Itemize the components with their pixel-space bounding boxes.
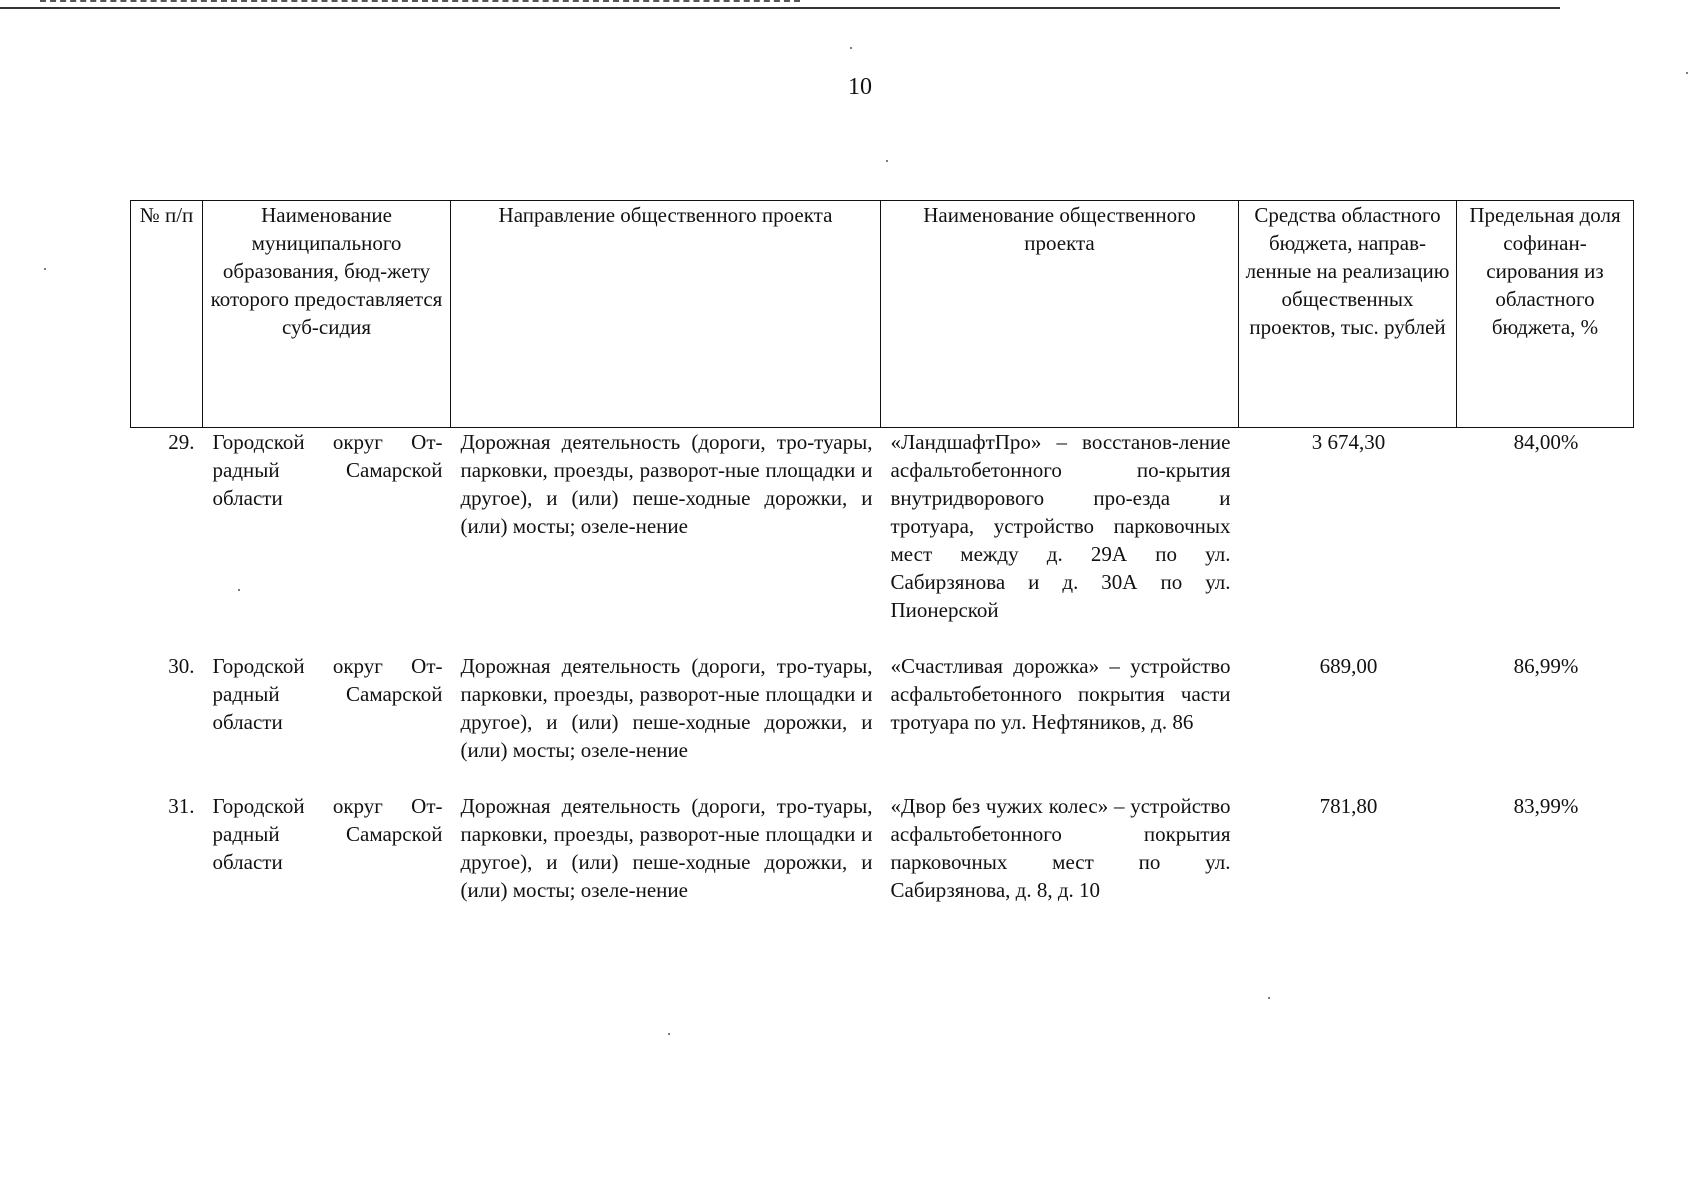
header-share: Предельная доля софинан-сирования из областного бюджета, % bbox=[1457, 201, 1634, 428]
header-funds: Средства областного бюджета, направ-ленные на реализацию общественных проектов, тыс. рублей bbox=[1239, 201, 1457, 428]
row-share: 84,00% bbox=[1513, 430, 1579, 454]
header-number: № п/п bbox=[131, 201, 203, 428]
row-funds: 3 674,30 bbox=[1311, 430, 1386, 454]
header-municipality: Наименование муниципального образования, бюд-жету которого предоставляется суб-сидия bbox=[203, 201, 451, 428]
row-project-name: «Двор без чужих колес» – устройство асфальтобетонного покрытия парковочных мест по ул. Сабирзянова, д. 8, д. 10 bbox=[890, 794, 1231, 902]
row-municipality: Городской округ От-радный Самарской области bbox=[212, 794, 443, 874]
scan-speck bbox=[850, 47, 852, 49]
header-direction: Направление общественного проекта bbox=[451, 201, 881, 428]
row-direction: Дорожная деятельность (дороги, тро-туары, парковки, проезды, разворот-ные площадки и другое), и (или) пеше-ходные дорожки, и (или) мосты; озеле-нение bbox=[460, 654, 873, 762]
scan-speck bbox=[1686, 72, 1688, 74]
row-number: 29. bbox=[168, 430, 195, 454]
top-border-line bbox=[0, 7, 1560, 9]
row-project-name: «Счастливая дорожка» – устройство асфальтобетонного покрытия части тротуара по ул. Нефтяников, д. 86 bbox=[890, 654, 1231, 734]
scan-speck bbox=[886, 160, 888, 162]
row-number: 31. bbox=[168, 794, 195, 818]
header-project-name: Наименование общественного проекта bbox=[881, 201, 1239, 428]
scan-speck bbox=[44, 268, 46, 270]
table-row bbox=[131, 792, 1634, 932]
row-municipality: Городской округ От-радный Самарской области bbox=[212, 430, 443, 510]
scan-speck bbox=[1268, 997, 1270, 999]
row-municipality: Городской округ От-радный Самарской области bbox=[212, 654, 443, 734]
table-row bbox=[131, 428, 1634, 653]
subsidy-table bbox=[130, 200, 1634, 932]
row-number: 30. bbox=[168, 654, 195, 678]
page-number: 10 bbox=[848, 74, 872, 100]
top-dashed-line bbox=[40, 0, 800, 2]
table-header-row bbox=[131, 201, 1634, 428]
row-project-name: «ЛандшафтПро» – восстанов-ление асфальтобетонного по-крытия внутридворового про-езда и тротуара, устройство парковочных мест между д. 29А по ул. Сабирзянова и д. 30А по ул. Пионерской bbox=[890, 430, 1231, 622]
row-direction: Дорожная деятельность (дороги, тро-туары, парковки, проезды, разворот-ные площадки и другое), и (или) пеше-ходные дорожки, и (или) мосты; озеле-нение bbox=[460, 794, 873, 902]
row-funds: 781,80 bbox=[1319, 794, 1378, 818]
row-direction: Дорожная деятельность (дороги, тро-туары, парковки, проезды, разворот-ные площадки и другое), и (или) пеше-ходные дорожки, и (или) мосты; озеле-нение bbox=[460, 430, 873, 538]
row-share: 86,99% bbox=[1513, 654, 1579, 678]
row-funds: 689,00 bbox=[1319, 654, 1378, 678]
row-share: 83,99% bbox=[1513, 794, 1579, 818]
scan-speck bbox=[668, 1033, 670, 1035]
table-row bbox=[131, 652, 1634, 792]
